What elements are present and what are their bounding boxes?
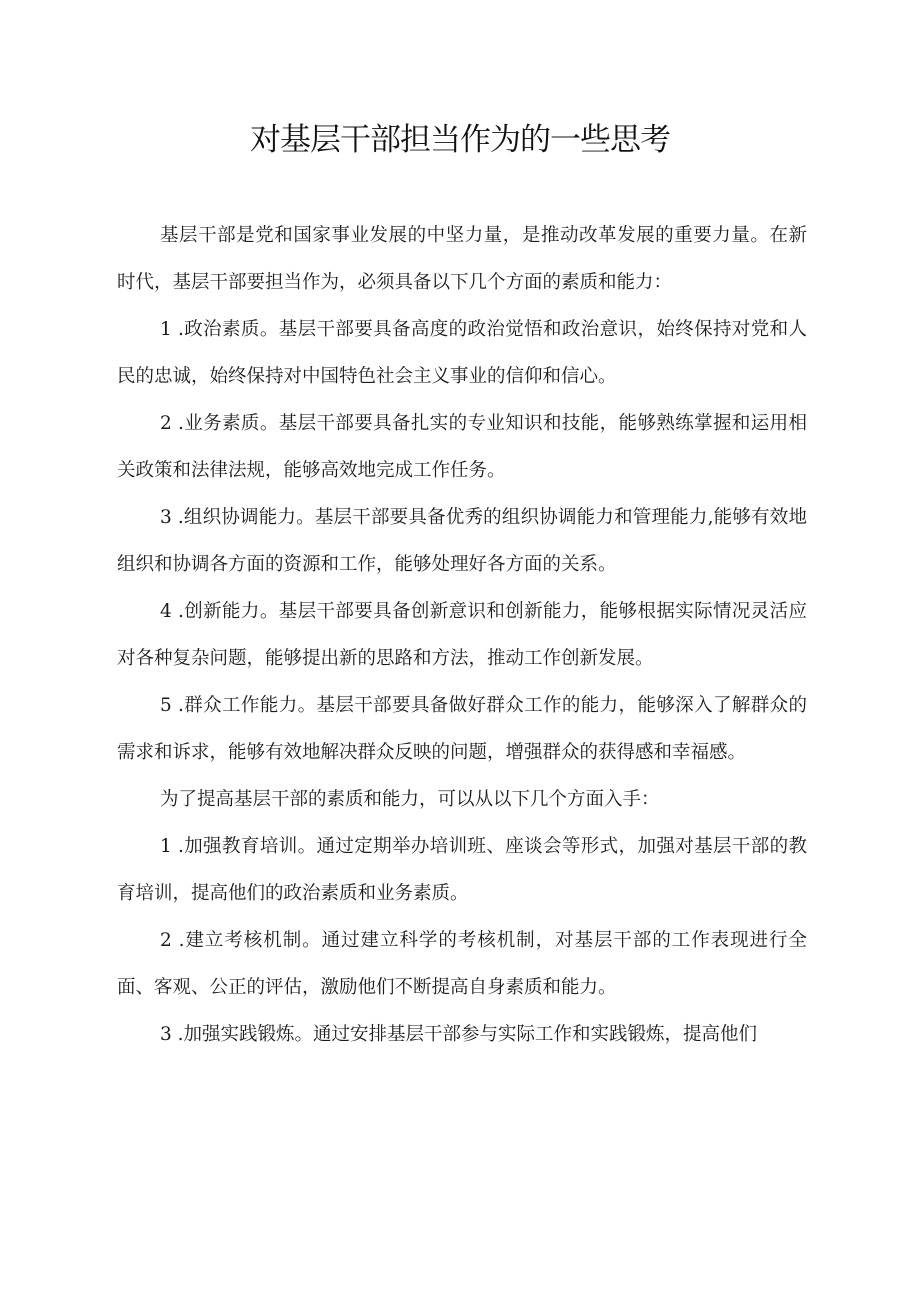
paragraph-intro: 基层干部是党和国家事业发展的中坚力量，是推动改革发展的重要力量。在新时代，基层干部要担当作为，必须具备以下几个方面的素质和能力： [117,225,807,293]
paragraph-professional-quality: 2 .业务素质。基层干部要具备扎实的专业知识和技能，能够熟练掌握和运用相关政策和法律法规，能够高效地完成工作任务。 [117,413,807,481]
paragraph-coordination-ability: 3 .组织协调能力。基层干部要具备优秀的组织协调能力和管理能力,能够有效地组织和协调各方面的资源和工作，能够处理好各方面的关系。 [117,507,807,575]
paragraph-assessment-mechanism: 2 .建立考核机制。通过建立科学的考核机制，对基层干部的工作表现进行全面、客观、公正的评估，激励他们不断提高自身素质和能力。 [117,930,807,998]
paragraph-political-quality: 1 .政治素质。基层干部要具备高度的政治觉悟和政治意识，始终保持对党和人民的忠诚，始终保持对中国特色社会主义事业的信仰和信心。 [117,319,807,387]
paragraph-innovation-ability: 4 .创新能力。基层干部要具备创新意识和创新能力，能够根据实际情况灵活应对各种复杂问题，能够提出新的思路和方法，推动工作创新发展。 [117,601,807,669]
paragraph-education-training: 1 .加强教育培训。通过定期举办培训班、座谈会等形式，加强对基层干部的教育培训，提高他们的政治素质和业务素质。 [117,836,807,904]
paragraph-mass-work-ability: 5 .群众工作能力。基层干部要具备做好群众工作的能力，能够深入了解群众的需求和诉求，能够有效地解决群众反映的问题，增强群众的获得感和幸福感。 [117,695,807,763]
document-body [117,212,807,1058]
paragraph-improvement-intro: 为了提高基层干部的素质和能力，可以从以下几个方面入手： [160,789,660,810]
document-title: 对基层干部担当作为的一些思考 [250,122,670,158]
paragraph-practice-training: 3 .加强实践锻炼。通过安排基层干部参与实际工作和实践锻炼，提高他们 [160,1024,758,1045]
